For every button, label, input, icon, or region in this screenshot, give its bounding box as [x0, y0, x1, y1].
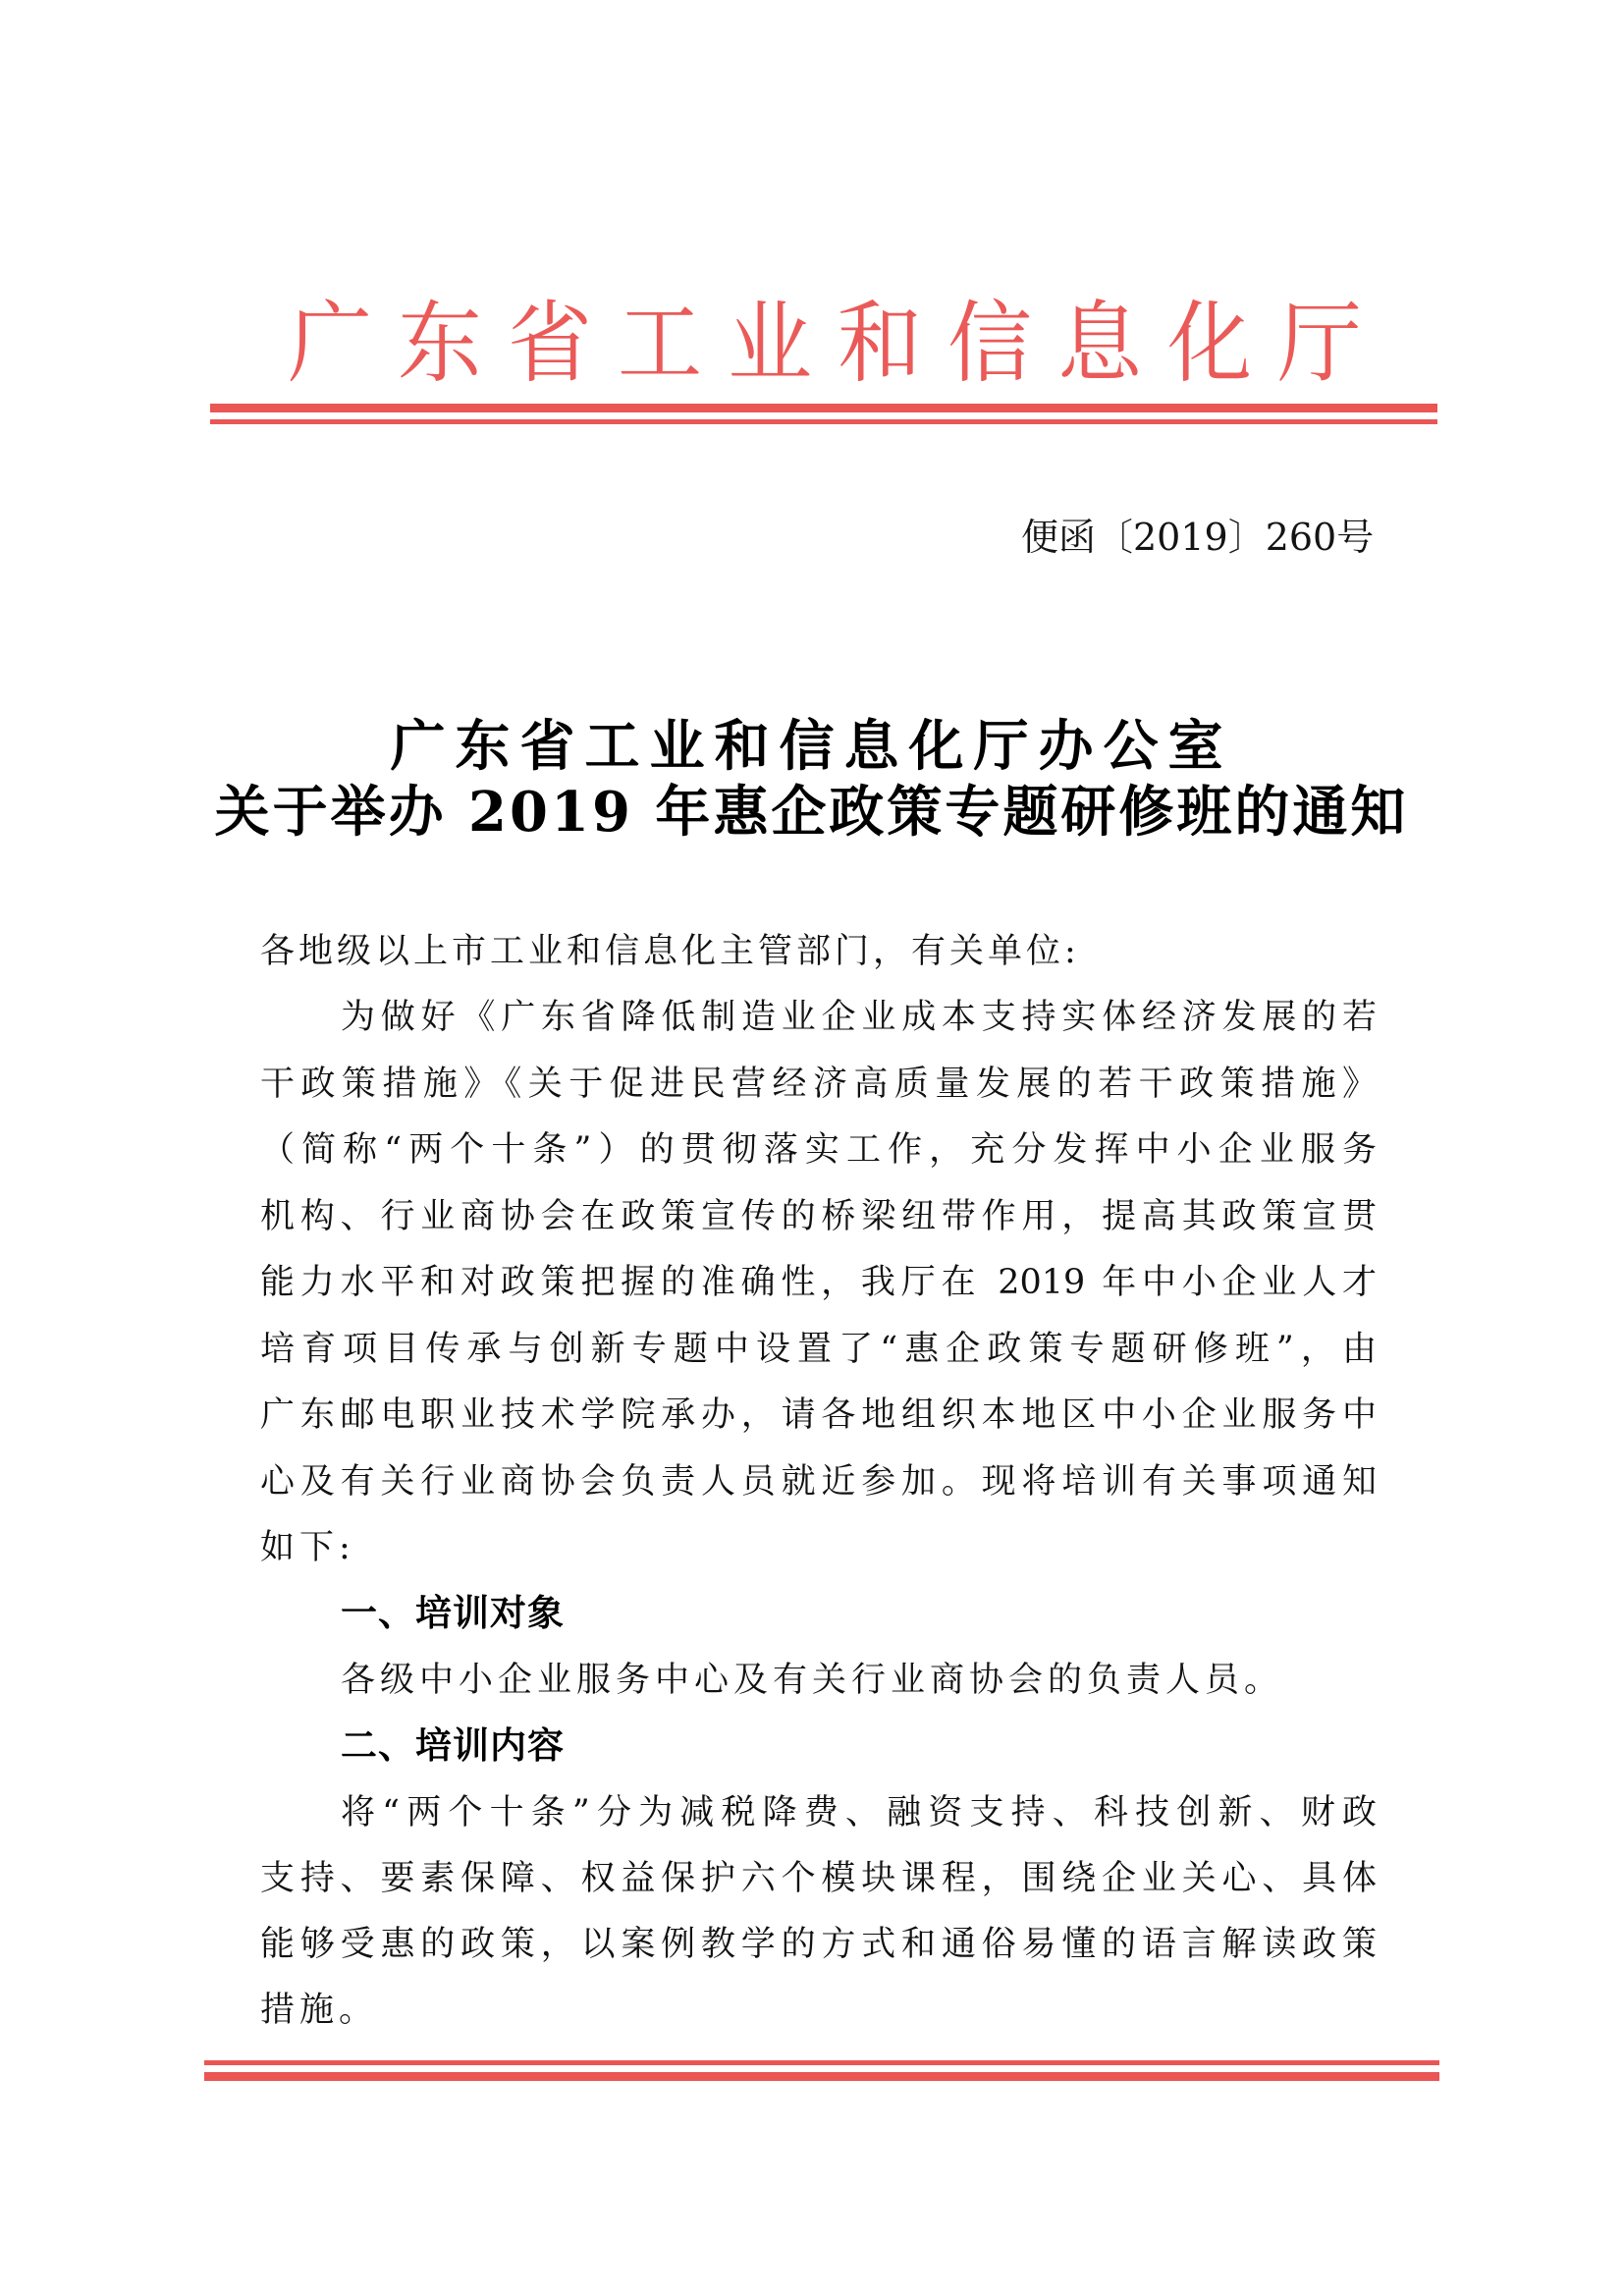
- paragraph-line: 机构、行业商协会在政策宣传的桥梁纽带作用，提高其政策宣贯: [260, 1197, 1377, 1236]
- letterhead-char: 工: [618, 292, 702, 396]
- paragraph-line: （简称“两个十条”）的贯彻落实工作，充分发挥中小企业服务: [260, 1130, 1377, 1170]
- section-heading-training-content: 二、培训内容: [341, 1724, 565, 1767]
- section-heading-training-target: 一、培训对象: [341, 1592, 565, 1634]
- letterhead-rule-thin: [210, 419, 1437, 424]
- paragraph-line: 支持、要素保障、权益保护六个模块课程，围绕企业关心、具体: [260, 1859, 1377, 1898]
- document-number: 便函〔2019〕260号: [1021, 516, 1375, 559]
- paragraph-line: 能够受惠的政策，以案例教学的方式和通俗易懂的语言解读政策: [260, 1925, 1377, 1964]
- paragraph-line: 干政策措施》《关于促进民营经济高质量发展的若干政策措施》: [260, 1065, 1377, 1104]
- paragraph-line: 如下:: [260, 1528, 355, 1567]
- salutation: 各地级以上市工业和信息化主管部门，有关单位:: [260, 932, 1080, 971]
- document-title-line1: 广东省工业和信息化厅办公室: [390, 714, 1233, 779]
- paragraph-line: 将“两个十条”分为减税降费、融资支持、科技创新、财政: [341, 1793, 1377, 1832]
- letterhead-char: 厅: [1277, 292, 1362, 396]
- paragraph-line: 心及有关行业商协会负责人员就近参加。现将培训有关事项通知: [260, 1462, 1377, 1502]
- footer-rule-thick: [204, 2072, 1439, 2081]
- paragraph-line: 措施。: [260, 1991, 379, 2030]
- paragraph-line: 能力水平和对政策把握的准确性，我厅在 2019 年中小企业人才: [260, 1263, 1377, 1302]
- letterhead-char: 和: [838, 292, 922, 396]
- letterhead-char: 息: [1057, 292, 1142, 396]
- letterhead-char: 业: [728, 292, 812, 396]
- letterhead-char: 化: [1167, 292, 1252, 396]
- letterhead-char: 广: [288, 292, 372, 396]
- paragraph-line: 为做好《广东省降低制造业企业成本支持实体经济发展的若: [341, 998, 1377, 1037]
- paragraph-line: 培育项目传承与创新专题中设置了“惠企政策专题研修班”，由: [260, 1330, 1377, 1369]
- letterhead-char: 东: [398, 292, 482, 396]
- document-title-line2: 关于举办 2019 年惠企政策专题研修班的通知: [214, 780, 1409, 845]
- letterhead-org-name: [285, 292, 1365, 396]
- section-text-training-target: 各级中小企业服务中心及有关行业商协会的负责人员。: [341, 1661, 1284, 1700]
- letterhead-rule-thick: [210, 404, 1437, 412]
- paragraph-line: 广东邮电职业技术学院承办，请各地组织本地区中小企业服务中: [260, 1395, 1377, 1435]
- letterhead-char: 信: [947, 292, 1032, 396]
- letterhead-char: 省: [508, 292, 592, 396]
- footer-rule-thin: [204, 2060, 1439, 2065]
